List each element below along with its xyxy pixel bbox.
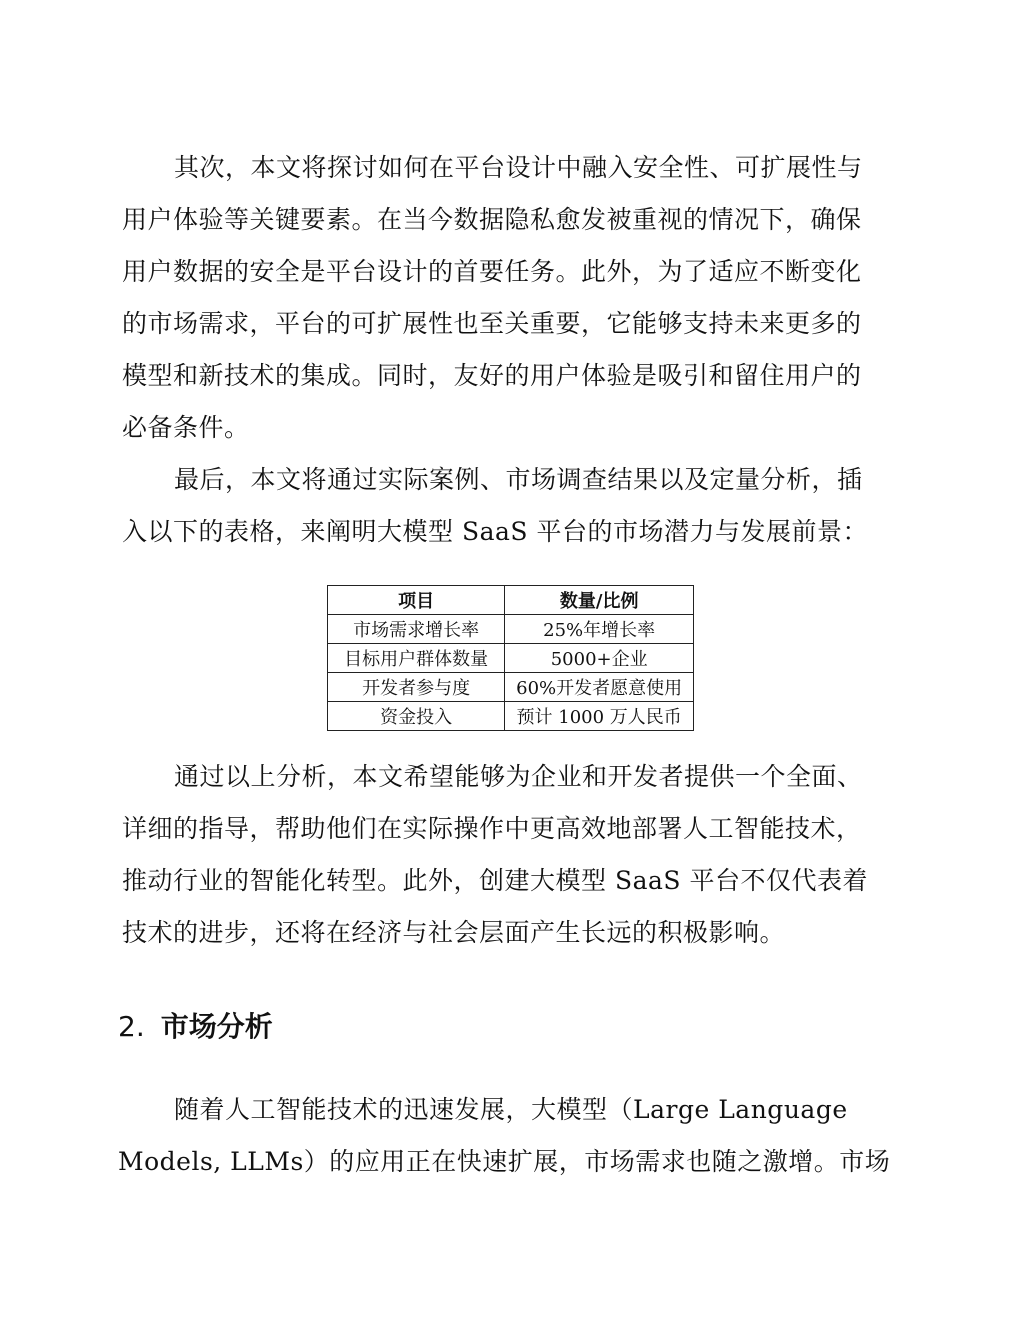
table-row — [328, 644, 694, 673]
paragraph-design-elements — [122, 142, 894, 454]
table-cell: 开发者参与度 — [328, 673, 505, 702]
text-line: 入以下的表格，来阐明大模型 SaaS 平台的市场潜力与发展前景： — [122, 517, 868, 546]
table-cell: 预计 1000 万人民币 — [505, 702, 694, 731]
table-row — [328, 673, 694, 702]
text-line: 其次，本文将探讨如何在平台设计中融入安全性、可扩展性与 — [174, 153, 863, 182]
paragraph-conclusion — [122, 751, 894, 959]
text-line: 通过以上分析，本文希望能够为企业和开发者提供一个全面、 — [174, 762, 863, 791]
text-line: 详细的指导，帮助他们在实际操作中更高效地部署人工智能技术， — [122, 814, 862, 843]
section-heading — [118, 1005, 273, 1049]
column-header-item: 项目 — [328, 586, 505, 615]
text-line: 用户体验等关键要素。在当今数据隐私愈发被重视的情况下，确保 — [122, 205, 862, 234]
section-number: 2. — [118, 1010, 145, 1043]
text-line: 随着人工智能技术的迅速发展，大模型（Large Language — [174, 1095, 848, 1124]
text-line: 必备条件。 — [122, 413, 250, 442]
table-header-row — [328, 586, 694, 615]
market-potential-table — [327, 585, 694, 731]
text-line: 的市场需求，平台的可扩展性也至关重要，它能够支持未来更多的 — [122, 309, 862, 338]
paragraph-table-intro — [122, 454, 894, 558]
table-cell: 60%开发者愿意使用 — [505, 673, 694, 702]
table-row — [328, 702, 694, 731]
column-header-value: 数量/比例 — [505, 586, 694, 615]
text-line: 用户数据的安全是平台设计的首要任务。此外，为了适应不断变化 — [122, 257, 862, 286]
text-line: 模型和新技术的集成。同时，友好的用户体验是吸引和留住用户的 — [122, 361, 862, 390]
text-line: 推动行业的智能化转型。此外，创建大模型 SaaS 平台不仅代表着 — [122, 866, 868, 895]
table-cell: 资金投入 — [328, 702, 505, 731]
table-cell: 5000+企业 — [505, 644, 694, 673]
paragraph-market-analysis — [118, 1084, 894, 1188]
text-line: Models, LLMs）的应用正在快速扩展，市场需求也随之激增。市场 — [118, 1147, 891, 1176]
text-line: 最后，本文将通过实际案例、市场调查结果以及定量分析，插 — [174, 465, 863, 494]
text-line: 技术的进步，还将在经济与社会层面产生长远的积极影响。 — [122, 918, 786, 947]
table-row — [328, 615, 694, 644]
table-cell: 目标用户群体数量 — [328, 644, 505, 673]
table-cell: 25%年增长率 — [505, 615, 694, 644]
table-cell: 市场需求增长率 — [328, 615, 505, 644]
section-title: 市场分析 — [160, 1010, 273, 1043]
